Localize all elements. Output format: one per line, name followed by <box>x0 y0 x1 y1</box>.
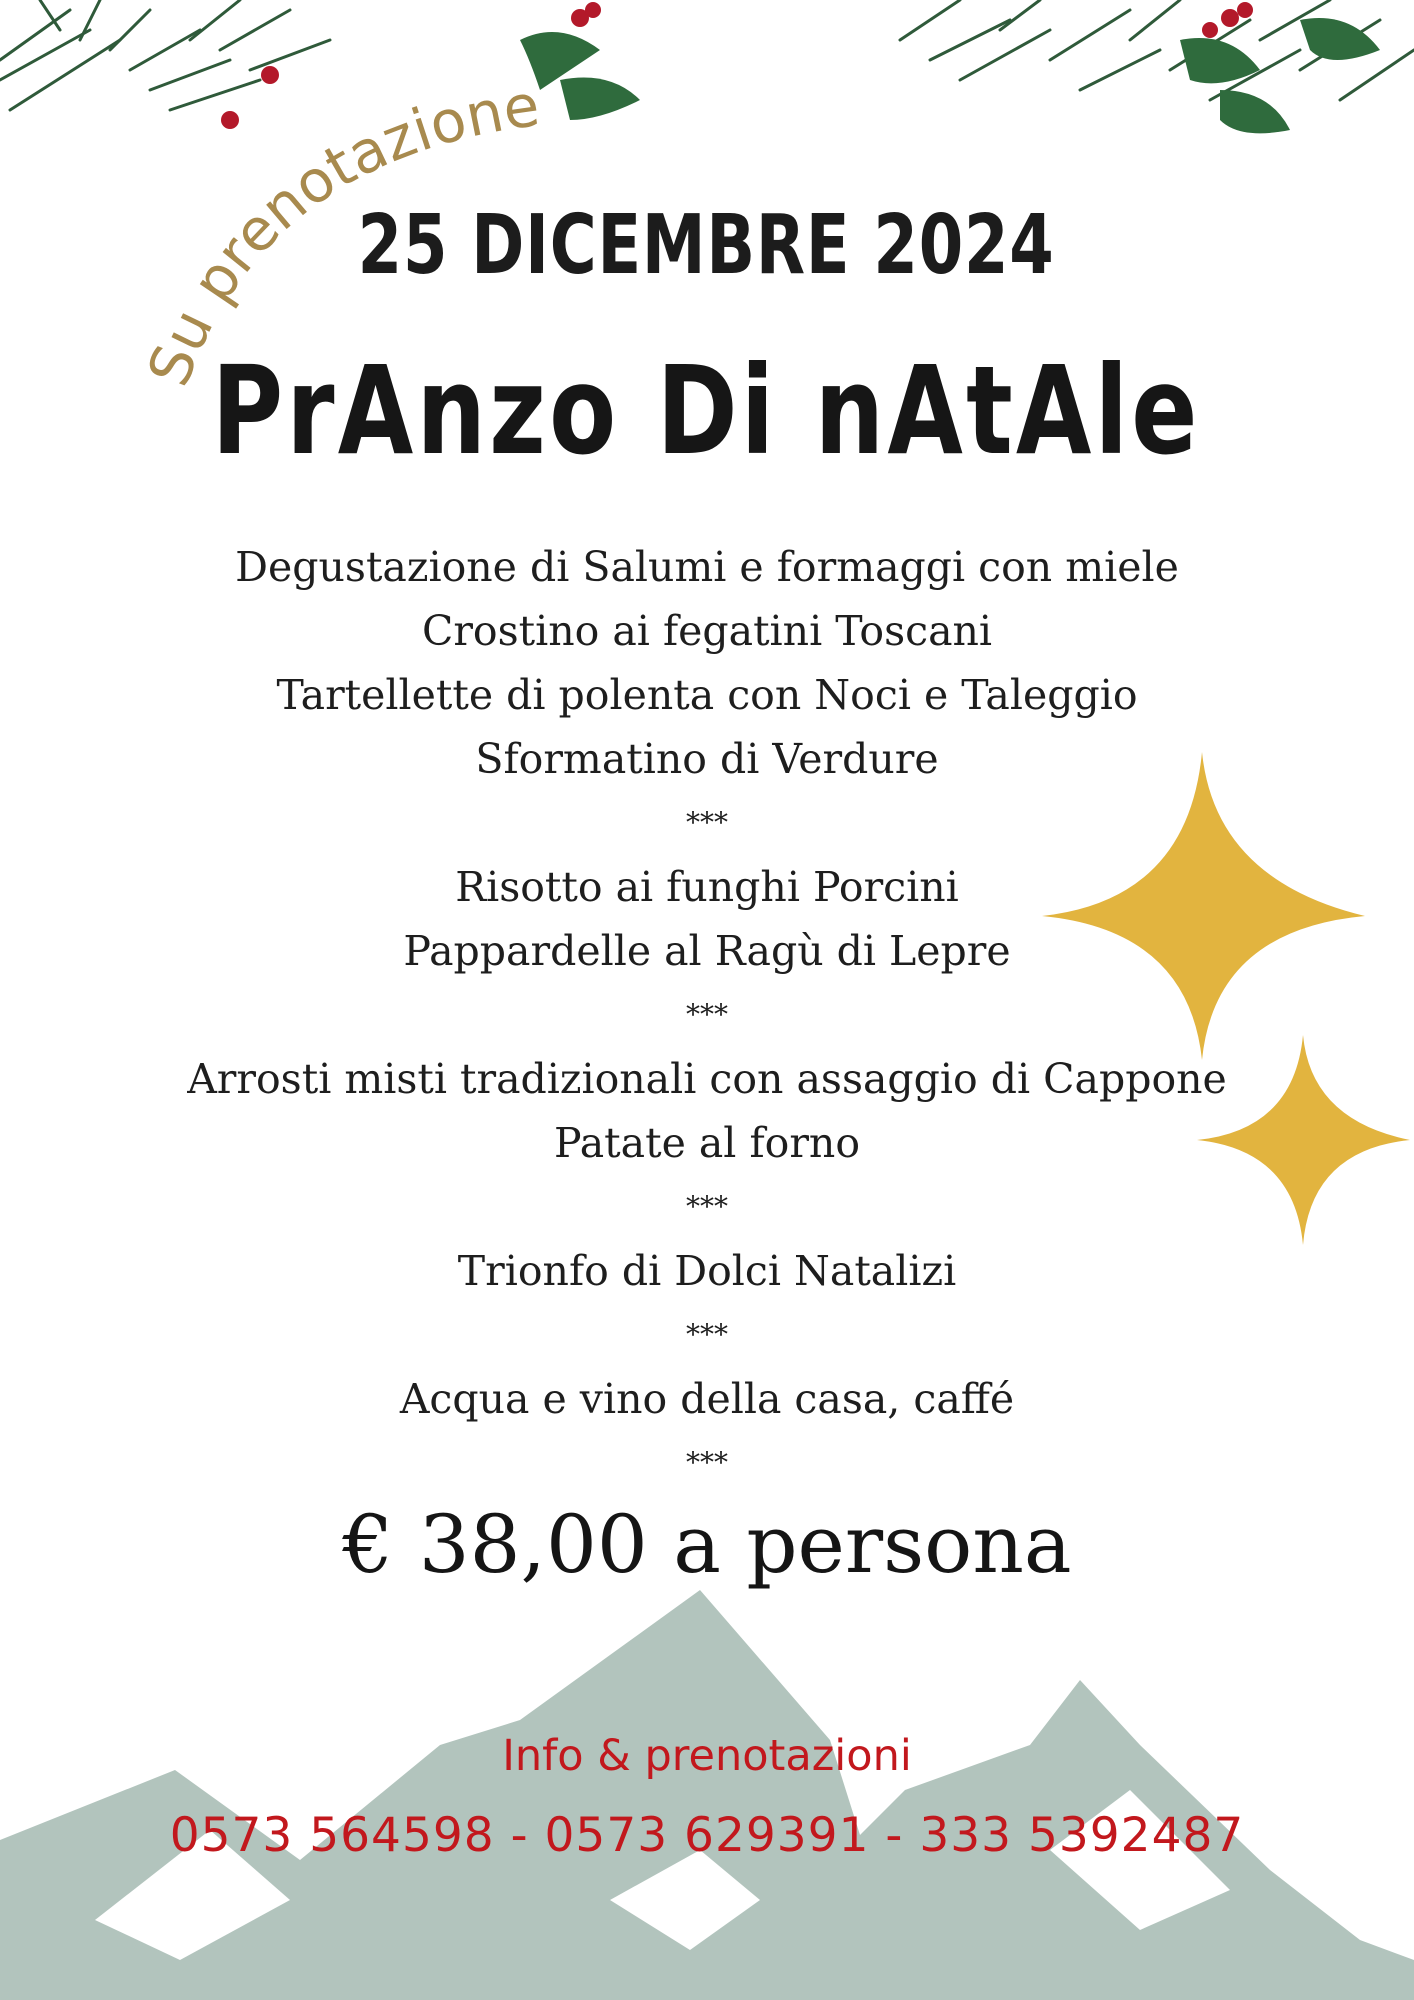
reservation-arc <box>0 0 1414 600</box>
menu-item: Patate al forno <box>553 1119 861 1167</box>
menu-separator: *** <box>686 1446 728 1479</box>
menu-item: Trionfo di Dolci Natalizi <box>457 1247 957 1295</box>
menu-separator: *** <box>686 998 728 1031</box>
menu-item: Sformatino di Verdure <box>475 735 939 783</box>
menu-item: Arrosti misti tradizionali con assaggio di Cappone <box>187 1055 1227 1103</box>
menu-separator: *** <box>686 1318 728 1351</box>
event-date: 25 DICEMBRE 2024 <box>357 198 1055 293</box>
menu-item: Degustazione di Salumi e formaggi con miele <box>235 543 1179 591</box>
menu-item: Risotto ai funghi Porcini <box>455 863 959 911</box>
menu-item: Pappardelle al Ragù di Lepre <box>403 927 1011 975</box>
menu-list <box>0 535 1414 1495</box>
phone-numbers: 0573 564598 - 0573 629391 - 333 5392487 <box>169 1808 1245 1863</box>
menu-item: Tartellette di polenta con Noci e Taleggio <box>276 671 1138 719</box>
menu-item: Acqua e vino della casa, caffé <box>399 1375 1015 1423</box>
menu-separator: *** <box>686 1190 728 1223</box>
info-label: Info & prenotazioni <box>502 1731 912 1781</box>
price: € 38,00 a persona <box>342 1498 1072 1591</box>
reservation-note: Su prenotazione <box>134 70 544 395</box>
page-title: PrAnzo Di nAtAle <box>211 340 1201 482</box>
menu-item: Crostino ai fegatini Toscani <box>421 607 993 655</box>
menu-separator: *** <box>686 806 728 839</box>
